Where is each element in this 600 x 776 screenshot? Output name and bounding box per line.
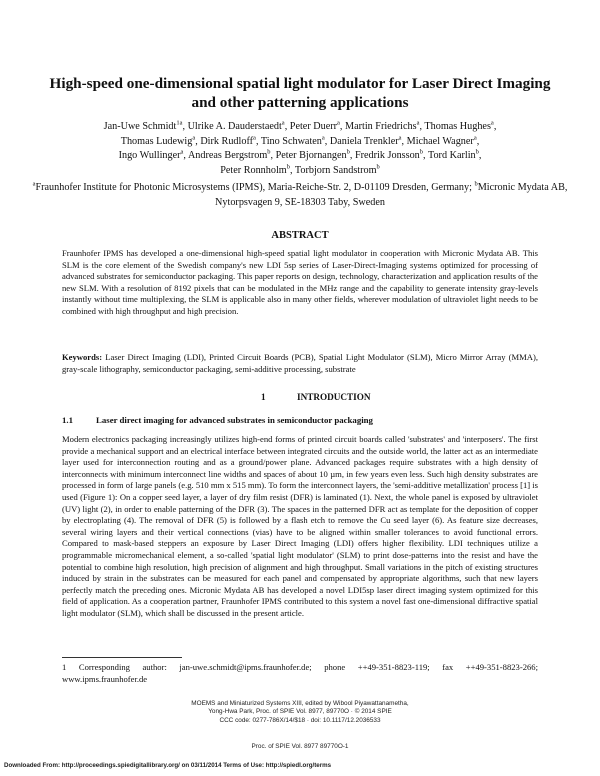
author-affiliation-mark: a [321, 134, 325, 142]
abstract-text: Fraunhofer IPMS has developed a one-dimensional high-speed spatial light modulator in cooperation with Micronic Mydata AB. This SLM is the core element of the Swedish company's new LDI 5sp series of Laser-Direct-Imaging systems optimized for processing of advanced substrates for semiconductor packaging. This paper reports on design, technology, characterization and application results of the new SLM. With a resolution of 8192 pixels that can be modulated in the MHz range and the capability to generate intensity gray-levels instantly without time multiplexing, the SLM is applicable also in many other fields, wherever modulation of ultraviolet light needs to be combined with high throughput and high precision. [62, 248, 538, 316]
author-name: Ulrike A. Dauderstaedt [187, 121, 282, 132]
author-affiliation-mark: a [416, 119, 420, 127]
subsection-title: Laser direct imaging for advanced substrates in semiconductor packaging [96, 415, 373, 425]
author-line: Jan-Uwe Schmidt$^{1a}$, Ulrike A. Dauderstaedt$^a$, Peter Duerr$^a$, Martin Friedrichs$^a$, Thomas Hughes$^a$, [103, 119, 497, 132]
author-name: Jan-Uwe Schmidt [103, 121, 177, 132]
author-affiliation-mark: b [267, 148, 271, 156]
author-affiliation-mark: b [419, 148, 424, 156]
keywords-label: Keywords: [62, 352, 103, 362]
subsection-number: 1.1 [62, 415, 73, 425]
keywords-text: Laser Direct Imaging (LDI), Printed Circuit Boards (PCB), Spatial Light Modulator (SLM), Micro Mirror Array (MMA), gray-scale lithography, semiconductor packaging, semi-additive processing, substrate [62, 352, 538, 374]
keywords [62, 352, 538, 375]
section-number: 1 [261, 392, 266, 402]
author-name: Michael Wagner [406, 135, 474, 147]
author-affiliation-mark: b [346, 148, 350, 156]
author-affiliation-mark: a [473, 134, 477, 142]
author-line: Ingo Wullinger$^a$, Andreas Bergstrom$^b$, Peter Bjornangen$^b$, Fredrik Jonsson$^b$, Tord Karlin$^b$, [118, 148, 482, 162]
author-affiliation-mark: 1a [176, 119, 183, 127]
author-affiliation-mark: b [475, 148, 479, 156]
author-name: Daniela Trenkler [329, 135, 399, 147]
footnote-rule [62, 657, 182, 658]
author-name: Martin Friedrichs [345, 121, 417, 132]
citation-line: MOEMS and Miniaturized Systems XIII, edited by Wibool Piyawattanametha, [191, 700, 409, 707]
author-affiliation-mark: a [253, 134, 256, 142]
paper-title: High-speed one-dimensional spatial light modulator for Laser Direct Imaging and other patterning applications [49, 75, 551, 111]
author-affiliation-mark: a [398, 134, 402, 142]
author-name: Fredrik Jonsson [354, 150, 420, 162]
section-title: INTRODUCTION [297, 392, 371, 402]
author-name: Peter Bjornangen [275, 150, 347, 162]
citation-line: Yong-Hwa Park, Proc. of SPIE Vol. 8977, 89770O · © 2014 SPIE [208, 708, 392, 716]
author-name: Andreas Bergstrom [187, 150, 268, 162]
author-name: Torbjorn Sandstrom [294, 164, 377, 176]
citation-block [100, 700, 500, 725]
author-name: Thomas Ludewig [120, 135, 193, 147]
abstract-heading: ABSTRACT [271, 230, 329, 241]
author-affiliation-mark: a [192, 134, 196, 142]
affiliation-a: $^a$Fraunhofer Institute for Photonic Microsystems (IPMS), Maria-Reiche-Str. 2, D-01109 Dresden, Germany; [32, 181, 472, 194]
citation-line: CCC code: 0277-786X/14/$18 · doi: 10.1117/12.2036533 [219, 716, 381, 724]
author-name: Thomas Hughes [424, 121, 491, 132]
author-line: Thomas Ludewig$^a$, Dirk Rudloff$^a$, Tino Schwaten$^a$, Daniela Trenkler$^a$, Michael Wagner$^a$, [120, 134, 480, 147]
author-name: Dirk Rudloff [200, 135, 254, 147]
author-affiliation-mark: b [376, 163, 380, 171]
footnote: 1 Corresponding author: jan-uwe.schmidt@ipms.fraunhofer.de; phone ++49-351-8823-119; fax ++49-351-8823-266; www.ipms.fraunhofer.de [62, 662, 538, 684]
author-name: Tord Karlin [427, 150, 476, 162]
intro-paragraph: Modern electronics packaging increasingly utilizes high-end forms of printed circuit boards called 'substrates' and 'interposers'. The first provide a mechanical support and an electrical interface between integrated circuits and the outside world, the latter act as an intermediate layer used for interconnection routing and as a ground/power plane. Advanced packages require substrates with a high density of interconnects with minimum interconnect line widths and spaces of about 10 µm, in few years even less. Such high density substrates are processed in form of large panels (e.g. 510 mm x 515 mm). To form the interconnect layers, the 'semi-additive metallization' process [1] is used (Figure 1): On a copper seed layer, a layer of dry film resist (DFR) is laminated (1). Next, the whole panel is exposed by ultraviolet (UV) light (2), in order to enable patterning of the DFR (3). The spaces in the patterned DFR act as template for the deposition of copper by electroplating (4). The removal of DFR (5) is followed by a flash etch to remove the Cu seed layer (6). As feature size decreases, several wiring layers and their vertical connections (vias) have to be aligned within smaller tolerances to avoid functional errors. Compared to mask-based steppers an exposure by Laser Direct Imaging (LDI) offers higher flexibility. LDI techniques utilize a programmable micromechanical element, a so-called 'spatial light modulator' (SLM) to print dose-patterns into the resist and have the potential to combine high resolution, high precision of alignment and high throughput. Small variations in the pitch of existing structures induced by strain in the substrates can be measured for each panel and compensated by appropriate algorithms, such that new layers perfectly match the preceding ones. Micronic Mydata AB has developed a novel LDI5sp laser direct imaging system optimized for this field of application. As a cooperation partner, Fraunhofer IPMS contributed to this system a novel fast one-dimensional diffractive spatial light modulator (SLM), which shall be discussed in the present article. [62, 434, 538, 618]
author-affiliation-mark: a [180, 148, 184, 156]
author-line: Peter Ronnholm$^b$, Torbjorn Sandstrom$^b$ [220, 163, 380, 176]
download-notice: Downloaded From: http://proceedings.spiedigitallibrary.org/ on 03/11/2014 Terms of Use: http://spiedl.org/terms [4, 762, 332, 769]
author-affiliation-mark: a [337, 119, 340, 127]
author-name: Peter Duerr [289, 121, 338, 132]
author-name: Peter Ronnholm [220, 164, 287, 176]
affiliation-b: $^b$Micronic Mydata AB, Nytorpsvagen 9, SE-18303 Taby, Sweden [215, 181, 568, 208]
author-affiliation-mark: a [281, 119, 285, 127]
author-affiliation-mark: a [490, 119, 494, 127]
author-name: Tino Schwaten [260, 135, 322, 147]
author-list [30, 120, 570, 178]
page-identifier: Proc. of SPIE Vol. 8977 89770O-1 [251, 743, 349, 750]
author-affiliation-mark: b [286, 163, 290, 171]
affiliations [30, 178, 570, 211]
author-name: Ingo Wullinger [118, 150, 181, 162]
